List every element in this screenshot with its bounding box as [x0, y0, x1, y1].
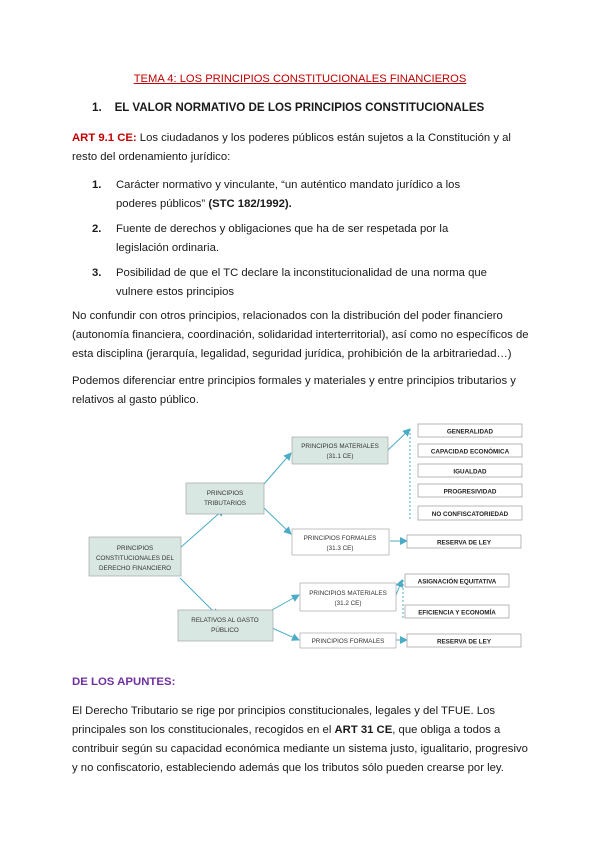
- page-title: TEMA 4: LOS PRINCIPIOS CONSTITUCIONALES FINANCIEROS: [133, 73, 467, 85]
- notes-text-a: El Derecho Tributario se rige por principios constitucionales, legales y del TFUE. Los principales son los constitucionales, recogidos en el: [72, 705, 495, 736]
- list-citation: (STC 182/1992).: [208, 198, 292, 210]
- notes-subheading: DE LOS APUNTES:: [72, 676, 176, 688]
- section-heading: [92, 101, 484, 114]
- gasto-materiales-label-1: PRINCIPIOS MATERIALES: [309, 590, 387, 597]
- gasto-formales-box: [300, 633, 396, 648]
- tributarios-label-1: PRINCIPIOS: [206, 490, 244, 497]
- leaf-progresividad: PROGRESIVIDAD: [443, 488, 497, 496]
- trib-formales-label-1: PRINCIPIOS FORMALES: [303, 535, 377, 542]
- principles-diagram: [0, 410, 600, 660]
- list-number: 2.: [92, 223, 102, 235]
- gasto-materiales-box: [300, 583, 396, 611]
- list-text: Fuente de derechos y obligaciones que ha de ser respetada por la legislación ordinaria.: [116, 223, 449, 254]
- leaf-reserva-ley-tributaria: RESERVA DE LEY: [436, 539, 492, 547]
- leaf-no-confiscatoriedad: NO CONFISCATORIEDAD: [431, 511, 509, 518]
- root-label-2: CONSTITUCIONALES DEL: [95, 555, 175, 562]
- trib-formales-box: [292, 529, 389, 555]
- root-box: [89, 537, 181, 576]
- gasto-box: [178, 610, 273, 641]
- leaf-capacidad-economica: CAPACIDAD ECONÓMICA: [430, 448, 510, 456]
- tributarios-box: [186, 483, 264, 514]
- paragraph-distinction: No confundir con otros principios, relacionados con la distribución del poder financiero (autonomía financiera, coordinación, solidaridad interterritorial), así como no específicos de esta disciplina (jerarquía, legalidad, seguridad jurídica, prohibición de la arbitrariedad…): [72, 310, 529, 360]
- notes-paragraph: [72, 702, 532, 778]
- root-label-1: PRINCIPIOS: [116, 545, 154, 552]
- diagram-dashed-links: [403, 429, 410, 618]
- notes-text-c: , que obliga a todos a contribuir según su capacidad económica mediante un sistema justo, igualitario, progresivo y no confiscatorio, estableciendo además que los tributos sólo pueden crearse por ley.: [72, 724, 528, 774]
- gasto-label-1: RELATIVOS AL GASTO: [191, 617, 259, 624]
- trib-formales-label-2: (31.3 CE): [326, 545, 354, 552]
- list-number: 1.: [92, 179, 102, 191]
- paragraph-classification: Podemos diferenciar entre principios formales y materiales y entre principios tributarios y relativos al gasto público.: [72, 375, 516, 406]
- root-label-3: DERECHO FINANCIERO: [98, 565, 172, 572]
- list-text: Carácter normativo y vinculante, “un auténtico mandato jurídico a los poderes públicos”: [116, 179, 461, 210]
- list-item: [92, 220, 502, 258]
- art91-paragraph: [72, 129, 534, 167]
- leaf-igualdad: IGUALDAD: [453, 468, 487, 476]
- trib-materiales-label-2: (31.1 CE): [326, 453, 354, 460]
- art91-text: Los ciudadanos y los poderes públicos están sujetos a la Constitución y al resto del ordenamiento jurídico:: [72, 132, 511, 163]
- list-number: 3.: [92, 267, 102, 279]
- section-title: EL VALOR NORMATIVO DE LOS PRINCIPIOS CONSTITUCIONALES: [114, 101, 485, 114]
- tributarios-label-2: TRIBUTARIOS: [204, 500, 246, 507]
- list-text: Posibilidad de que el TC declare la inconstitucionalidad de una norma que vulnere estos principios: [116, 267, 487, 298]
- trib-materiales-box: [292, 437, 388, 464]
- leaf-generalidad: GENERALIDAD: [446, 428, 494, 436]
- gasto-formales-label: PRINCIPIOS FORMALES: [311, 638, 385, 645]
- leaf-reserva-ley-gasto: RESERVA DE LEY: [436, 638, 492, 646]
- notes-article: ART 31 CE: [334, 724, 393, 736]
- leaf-asignacion-equitativa: ASIGNACIÓN EQUITATIVA: [417, 578, 497, 586]
- list-item: [92, 264, 502, 302]
- leaf-eficiencia-economia: EFICIENCIA Y ECONOMÍA: [418, 609, 496, 617]
- gasto-materiales-label-2: (31.2 CE): [334, 600, 362, 607]
- art91-label: ART 9.1 CE:: [72, 132, 137, 144]
- gasto-label-2: PÚBLICO: [211, 627, 239, 634]
- trib-materiales-label-1: PRINCIPIOS MATERIALES: [301, 443, 379, 450]
- section-number: 1.: [92, 101, 102, 114]
- list-item: [92, 176, 502, 214]
